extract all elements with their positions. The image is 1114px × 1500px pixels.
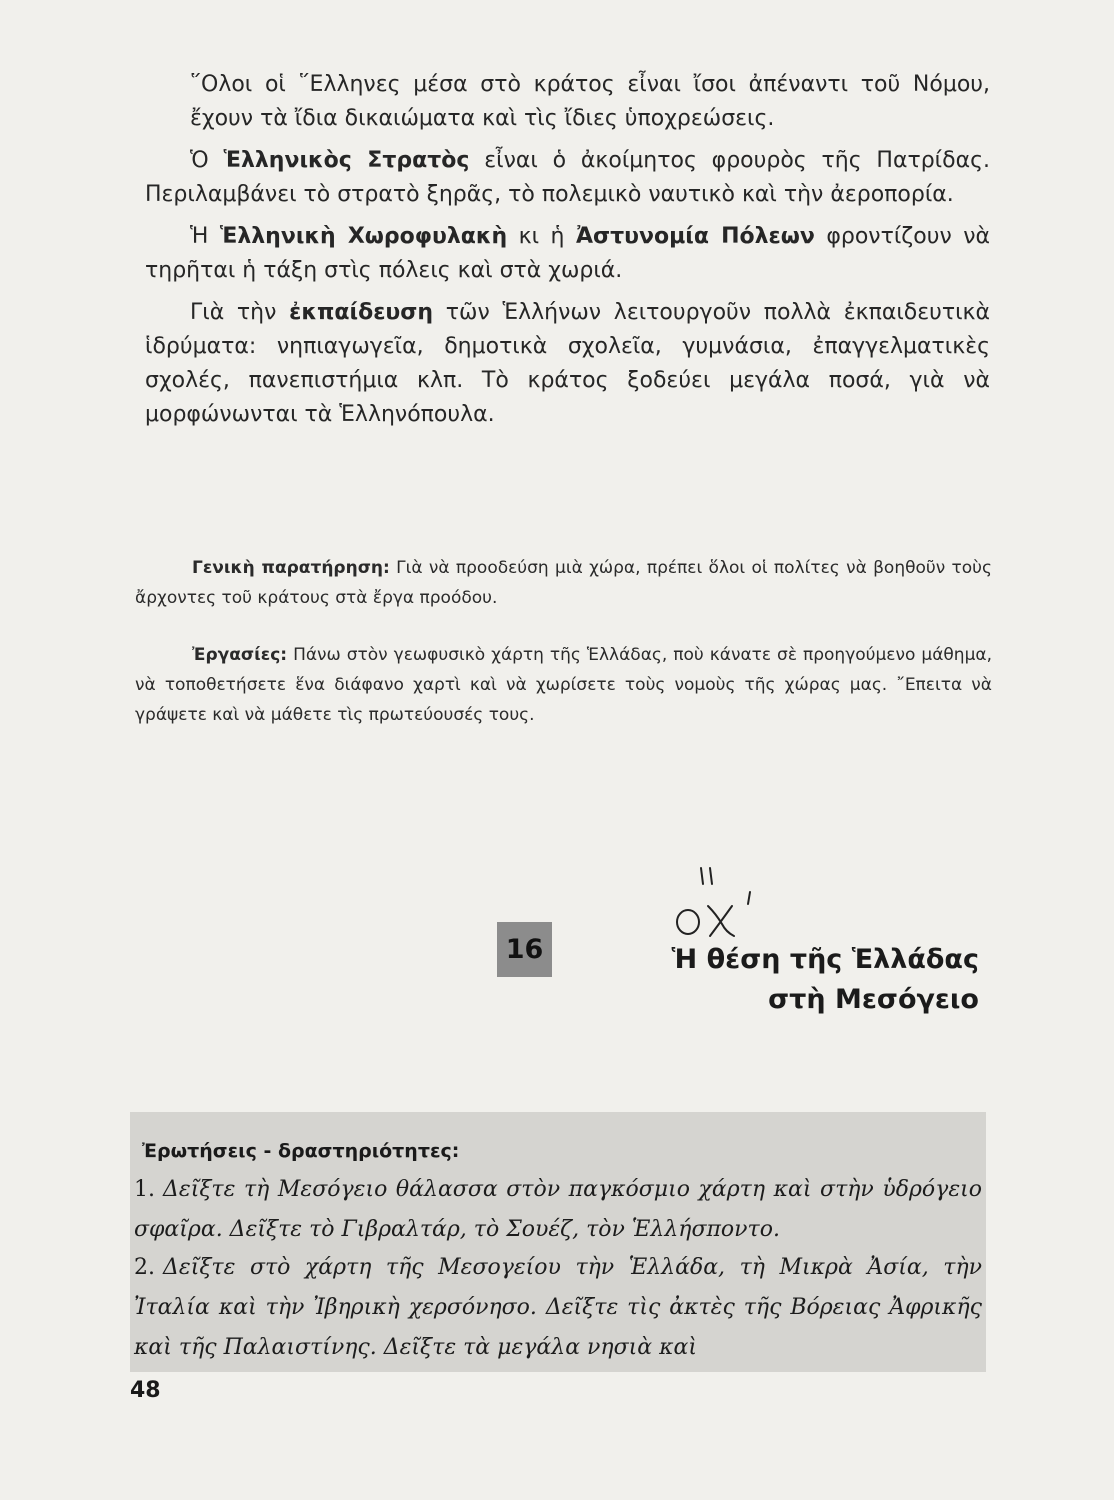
paragraph-police-mid: κι ἡ	[507, 224, 576, 249]
paragraph-army-start: Ὁ	[190, 148, 224, 173]
tasks-label: Ἐργασίες:	[192, 645, 288, 665]
term-city-police: Ἀστυνομία Πόλεων	[575, 224, 815, 249]
chapter-title	[579, 940, 979, 1020]
paragraph-army	[145, 144, 990, 212]
paragraph-police	[145, 220, 990, 288]
paragraph-education-start: Γιὰ τὴν	[190, 300, 290, 325]
term-greek-army: Ἑλληνικὸς Στρατὸς	[223, 148, 470, 173]
general-remark	[135, 553, 992, 613]
paragraph-equality: ῞Ολοι οἱ ῞Ελληνες μέσα στὸ κράτος εἶναι ἴσοι ἀπέναντι τοῦ Νόμου, ἔχουν τὰ ἴδια δικαιώματα καὶ τὶς ἴδιες ὑποχρεώσεις.	[190, 72, 990, 131]
term-education: ἐκπαίδευση	[289, 300, 434, 325]
question-number: 2.	[134, 1255, 155, 1280]
term-gendarmerie: Ἑλληνικὴ Χωροφυλακὴ	[219, 224, 508, 249]
handwritten-annotation	[670, 862, 780, 942]
question-item	[134, 1248, 982, 1368]
tasks-section	[135, 640, 992, 730]
question-item	[134, 1170, 982, 1250]
page-number: 48	[130, 1378, 161, 1403]
general-remark-label: Γενικὴ παρατήρηση:	[192, 558, 390, 578]
paragraph-police-rest: φροντίζουν νὰ τηρῆται ἡ τάξη στὶς πόλεις καὶ στὰ χωριά.	[145, 224, 990, 283]
paragraph-police-start: Ἡ	[190, 224, 220, 249]
questions-heading: Ἐρωτήσεις - δραστηριότητες:	[142, 1140, 460, 1162]
question-number: 1.	[134, 1177, 155, 1202]
chapter-title-line1: Ἡ θέση τῆς Ἑλλάδας	[671, 944, 979, 975]
general-remark-text: Γιὰ νὰ προοδεύση μιὰ χώρα, πρέπει ὅλοι οἱ πολίτες νὰ βοηθοῦν τοὺς ἄρχοντες τοῦ κράτους στὰ ἔργα προόδου.	[135, 558, 992, 608]
chapter-number-badge: 16	[497, 922, 552, 977]
paragraph-education	[145, 296, 990, 432]
main-text	[145, 68, 990, 440]
question-text: Δεῖξτε τὴ Μεσόγειο θάλασσα στὸν παγκόσμιο χάρτη καὶ στὴν ὑδρόγειο σφαῖρα. Δεῖξτε τὸ Γιβραλτάρ, τὸ Σουέζ, τὸν Ἑλλήσποντο.	[134, 1177, 982, 1242]
chapter-title-line2: στὴ Μεσόγειο	[768, 984, 979, 1015]
paragraph-education-rest: τῶν Ἑλλήνων λειτουργοῦν πολλὰ ἐκπαιδευτικὰ ἱδρύματα: νηπιαγωγεῖα, δημοτικὰ σχολεῖα, γυμνάσια, ἐπαγγελματικὲς σχολές, πανεπιστήμια κλπ. Τὸ κράτος ξοδεύει μεγάλα ποσά, γιὰ νὰ μορφώνωνται τὰ Ἑλληνόπουλα.	[145, 300, 990, 427]
paragraph-army-rest: εἶναι ὁ ἀκοίμητος φρουρὸς τῆς Πατρίδας. Περιλαμβάνει τὸ στρατὸ ξηρᾶς, τὸ πολεμικὸ ναυτικὸ καὶ τὴν ἀεροπορία.	[145, 148, 990, 207]
tasks-text: Πάνω στὸν γεωφυσικὸ χάρτη τῆς Ἑλλάδας, ποὺ κάνατε σὲ προηγούμενο μάθημα, νὰ τοποθετήσετε ἕνα διάφανο χαρτὶ καὶ νὰ χωρίσετε τοὺς νομοὺς τῆς χώρας μας. ῎Επειτα νὰ γράψετε καὶ νὰ μάθετε τὶς πρωτεύουσές τους.	[135, 645, 992, 725]
question-text: Δεῖξτε στὸ χάρτη τῆς Μεσογείου τὴν Ἑλλάδα, τὴ Μικρὰ Ἀσία, τὴν Ἰταλία καὶ τὴν Ἰβηρικὴ χερσόνησο. Δεῖξτε τὶς ἀκτὲς τῆς Βόρειας Ἀφρικῆς καὶ τῆς Παλαιστίνης. Δεῖξτε τὰ μεγάλα νησιὰ καὶ	[134, 1255, 982, 1360]
